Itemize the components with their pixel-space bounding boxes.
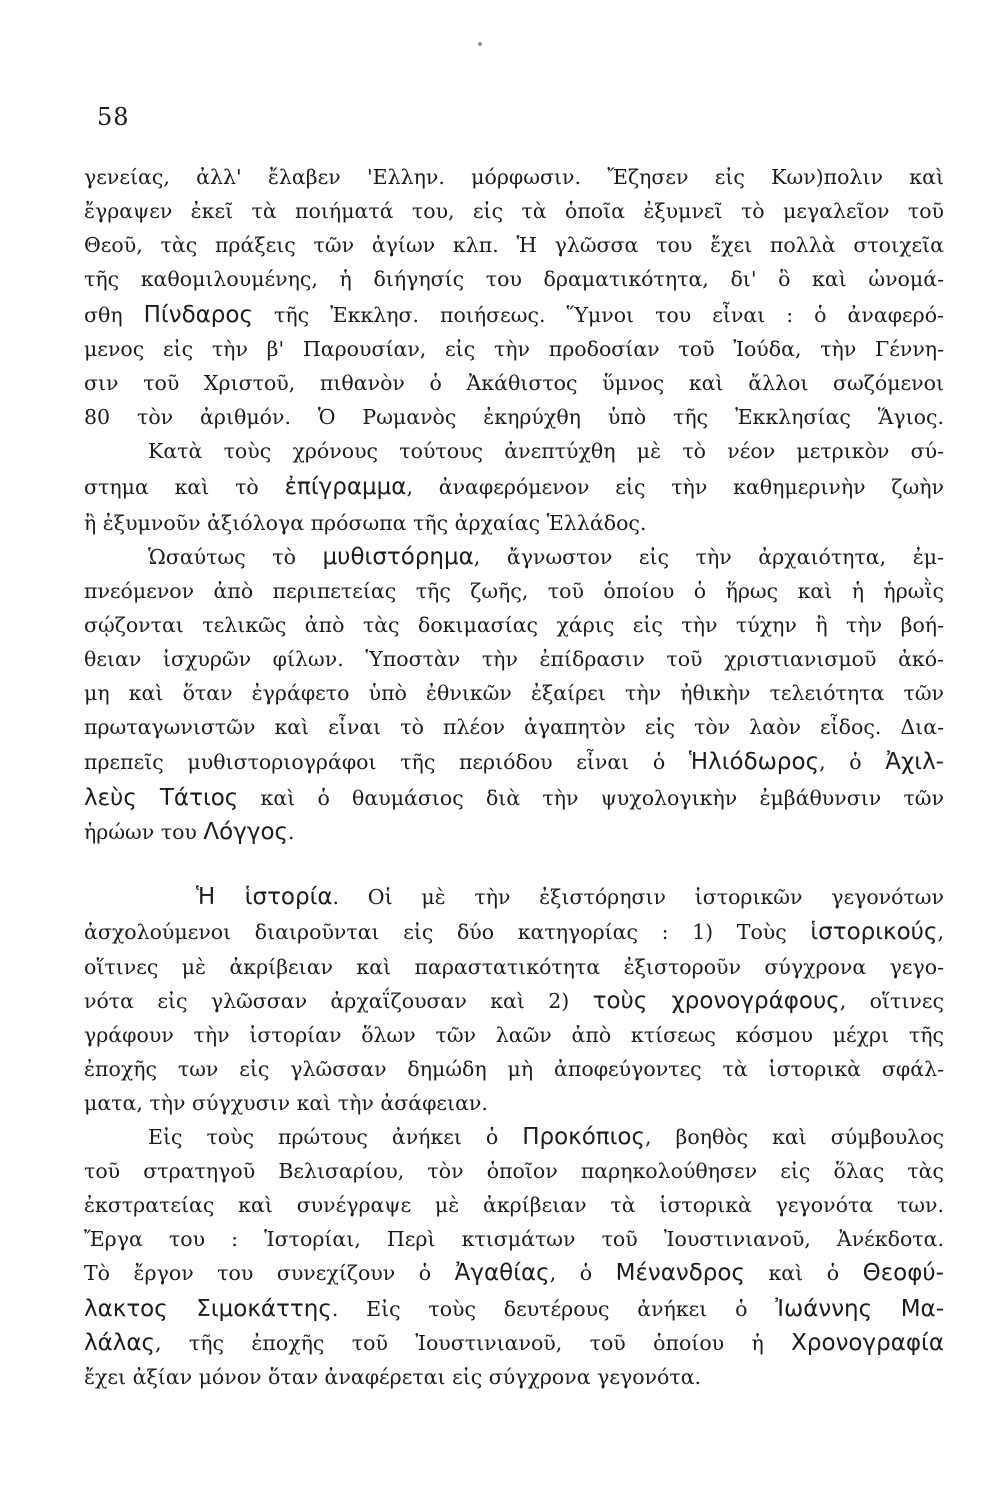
- text-line: [84, 160, 944, 194]
- text-segment: γράφουν τὴν ἱστορίαν ὅλων τῶν λαῶν ἀπὸ κτίσεως κόσμου μέχρι τῆς: [84, 1023, 944, 1047]
- emphasized-term: Πίνδαρος: [143, 302, 253, 328]
- text-segment: ματα, τὴν σύγχυσιν καὶ τὴν ἀσάφειαν.: [84, 1091, 488, 1115]
- text-line: [84, 470, 944, 504]
- text-segment: , ὁ: [819, 750, 886, 774]
- emphasized-term: Ἡ ἱστορία: [196, 884, 333, 910]
- emphasized-term: λάλας: [84, 1330, 156, 1356]
- text-segment: μη καὶ ὅταν ἐγράφετο ὑπὸ ἐθνικῶν ἐξαίρει τὴν ἠθικὴν τελειότητα τῶν: [84, 681, 944, 705]
- text-segment: νότα εἰς γλῶσσαν ἀρχαΐζουσαν καὶ 2): [84, 989, 593, 1013]
- text-line: [196, 880, 944, 914]
- emphasized-term: Χρονογραφία: [791, 1330, 944, 1356]
- text-line: [84, 1360, 944, 1394]
- text-line: [148, 434, 944, 468]
- text-line: [84, 745, 944, 779]
- text-segment: ἔγραψεν ἐκεῖ τὰ ποιήματά του, εἰς τὰ ὁποῖα ἐξυμνεῖ τὸ μεγαλεῖον τοῦ: [84, 199, 944, 223]
- text-segment: 80 τὸν ἀριθμόν. Ὁ Ρωμανὸς ἐκηρύχθη ὑπὸ τῆς Ἐκκλησίας Ἅγιος.: [84, 405, 944, 429]
- text-line: [84, 194, 944, 228]
- emphasized-term: Ἰωάννης Μα-: [775, 1296, 945, 1322]
- text-segment: στημα καὶ τὸ: [84, 475, 285, 499]
- text-line: [148, 1120, 944, 1154]
- emphasized-term: Προκόπιος: [522, 1124, 645, 1150]
- text-line: [84, 1326, 944, 1360]
- text-segment: πνεόμενον ἀπὸ περιπετείας τῆς ζωῆς, τοῦ ὁποίου ὁ ἥρως καὶ ἡ ἡρωῒς: [84, 579, 944, 603]
- text-segment: ἐκστρατείας καὶ συνέγραψε μὲ ἀκρίβειαν τὰ ἱστορικὰ γεγονότα των.: [84, 1193, 944, 1217]
- emphasized-term: μυθιστόρημα: [322, 544, 474, 570]
- text-segment: πρωταγωνιστῶν καὶ εἶναι τὸ πλέον ἀγαπητὸν εἰς τὸν λαὸν εἶδος. Δια-: [84, 715, 944, 739]
- text-segment: σῴζονται τελικῶς ἀπὸ τὰς δοκιμασίας χάρις εἰς τὴν τύχην ἢ τὴν βοή-: [84, 613, 944, 637]
- text-segment: , βοηθὸς καὶ σύμβουλος: [645, 1125, 944, 1149]
- page-number: 58: [97, 103, 130, 131]
- scan-speck: [478, 42, 482, 46]
- text-segment: Εἰς τοὺς πρώτους ἀνήκει ὁ: [148, 1125, 523, 1149]
- text-segment: ἢ ἐξυμνοῦν ἀξιόλογα πρόσωπα τῆς ἀρχαίας Ἑλλάδος.: [84, 511, 647, 535]
- text-segment: . Εἰς τοὺς δευτέρους ἀνήκει ὁ: [331, 1297, 776, 1321]
- text-line: [84, 506, 944, 540]
- text-line: [84, 228, 944, 262]
- text-line: [84, 262, 944, 296]
- emphasized-term: Ἀχιλ-: [885, 749, 944, 775]
- text-line: [84, 608, 944, 642]
- text-segment: , τῆς ἐποχῆς τοῦ Ἰουστινιανοῦ, τοῦ ὁποίου ἡ: [155, 1331, 792, 1355]
- text-line: [84, 815, 944, 849]
- emphasized-term: Μένανδρος: [615, 1260, 745, 1286]
- emphasized-term: ἐπίγραμμα: [284, 474, 407, 500]
- text-line: [84, 574, 944, 608]
- text-segment: , ἀναφερόμενον εἰς τὴν καθημερινὴν ζωὴν: [406, 475, 944, 499]
- text-segment: γενείας, ἀλλ' ἔλαβεν 'Ελλην. μόρφωσιν. Ἔζησεν εἰς Κων)πολιν καὶ: [84, 165, 944, 189]
- text-segment: . Οἱ μὲ τὴν ἐξιστόρησιν ἱστορικῶν γεγονότων: [332, 885, 944, 909]
- text-line: [84, 781, 944, 815]
- text-line: [84, 1256, 944, 1290]
- emphasized-term: Λόγγος: [203, 819, 289, 845]
- text-segment: οἵτινες μὲ ἀκρίβειαν καὶ παραστατικότητα ἐξιστοροῦν σύγχρονα γεγο-: [84, 955, 944, 979]
- text-line: [84, 332, 944, 366]
- text-line: [84, 1052, 944, 1086]
- text-line: [84, 1018, 944, 1052]
- text-segment: , ἄγνωστον εἰς τὴν ἀρχαιότητα, ἐμ-: [473, 545, 944, 569]
- text-line: [84, 984, 944, 1018]
- text-line: [84, 298, 944, 332]
- emphasized-term: Ἀγαθίας: [454, 1260, 550, 1286]
- text-line: [84, 1154, 944, 1188]
- text-segment: Θεοῦ, τὰς πράξεις τῶν ἁγίων κλπ. Ἡ γλῶσσα του ἔχει πολλὰ στοιχεῖα: [84, 233, 944, 257]
- text-segment: , οἵτινες: [839, 989, 944, 1013]
- text-segment: θειαν ἰσχυρῶν φίλων. Ὑποστὰν τὴν ἐπίδρασιν τοῦ χριστιανισμοῦ ἀκό-: [84, 647, 944, 671]
- text-segment: καὶ ὁ θαυμάσιος διὰ τὴν ψυχολογικὴν ἐμβάθυνσιν τῶν: [238, 786, 944, 810]
- emphasized-term: λεὺς Τάτιος: [84, 785, 239, 811]
- text-segment: Τὸ ἔργον του συνεχίζουν ὁ: [84, 1261, 455, 1285]
- emphasized-term: Ἡλιόδωρος: [688, 749, 820, 775]
- emphasized-term: Θεοφύ-: [862, 1260, 944, 1286]
- text-line: [84, 400, 944, 434]
- text-segment: Ὡσαύτως τὸ: [148, 545, 323, 569]
- text-line: [84, 950, 944, 984]
- text-line: [84, 1292, 944, 1326]
- text-line: [84, 710, 944, 744]
- emphasized-term: λακτος Σιμοκάττης: [84, 1296, 332, 1322]
- text-segment: , ὁ: [549, 1261, 616, 1285]
- text-segment: Κατὰ τοὺς χρόνους τούτους ἀνεπτύχθη μὲ τὸ νέον μετρικὸν σύ-: [148, 439, 944, 463]
- text-segment: τῆς Ἐκκλησ. ποιήσεως. Ὕμνοι του εἶναι : ὁ ἀναφερό-: [252, 303, 944, 327]
- text-segment: ἐποχῆς των εἰς γλῶσσαν δημώδη μὴ ἀποφεύγοντες τὰ ἱστορικὰ σφάλ-: [84, 1057, 944, 1081]
- text-line: [84, 1188, 944, 1222]
- text-segment: σθη: [84, 303, 144, 327]
- text-segment: σιν τοῦ Χριστοῦ, πιθανὸν ὁ Ἀκάθιστος ὕμνος καὶ ἄλλοι σωζόμενοι: [84, 371, 944, 395]
- text-segment: ἀσχολούμενοι διαιροῦνται εἰς δύο κατηγορίας : 1) Τοὺς: [84, 920, 811, 944]
- emphasized-term: ἱστορικούς: [810, 919, 938, 945]
- text-segment: Ἔργα του : Ἱστορίαι, Περὶ κτισμάτων τοῦ Ἰουστινιανοῦ, Ἀνέκδοτα.: [84, 1227, 944, 1251]
- emphasized-term: τοὺς χρονογράφους: [592, 988, 840, 1014]
- text-segment: ἔχει ἀξίαν μόνον ὅταν ἀναφέρεται εἰς σύγχρονα γεγονότα.: [84, 1365, 702, 1389]
- text-segment: .: [288, 820, 295, 844]
- text-line: [84, 1222, 944, 1256]
- text-segment: τοῦ στρατηγοῦ Βελισαρίου, τὸν ὁποῖον παρηκολούθησεν εἰς ὅλας τὰς: [84, 1159, 944, 1183]
- text-line: [148, 540, 944, 574]
- text-segment: ,: [937, 920, 944, 944]
- text-line: [84, 1086, 944, 1120]
- text-segment: καὶ ὁ: [744, 1261, 863, 1285]
- text-line: [84, 366, 944, 400]
- text-segment: πρεπεῖς μυθιστοριογράφοι τῆς περιόδου εἶναι ὁ: [84, 750, 689, 774]
- text-line: [84, 642, 944, 676]
- text-segment: ἡρώων του: [84, 820, 204, 844]
- text-line: [84, 915, 944, 949]
- text-segment: μενος εἰς τὴν β' Παρουσίαν, εἰς τὴν προδοσίαν τοῦ Ἰούδα, τὴν Γέννη-: [84, 337, 944, 361]
- text-segment: τῆς καθομιλουμένης, ἡ διήγησίς του δραματικότητα, δι' ὃ καὶ ὠνομά-: [84, 267, 944, 291]
- text-line: [84, 676, 944, 710]
